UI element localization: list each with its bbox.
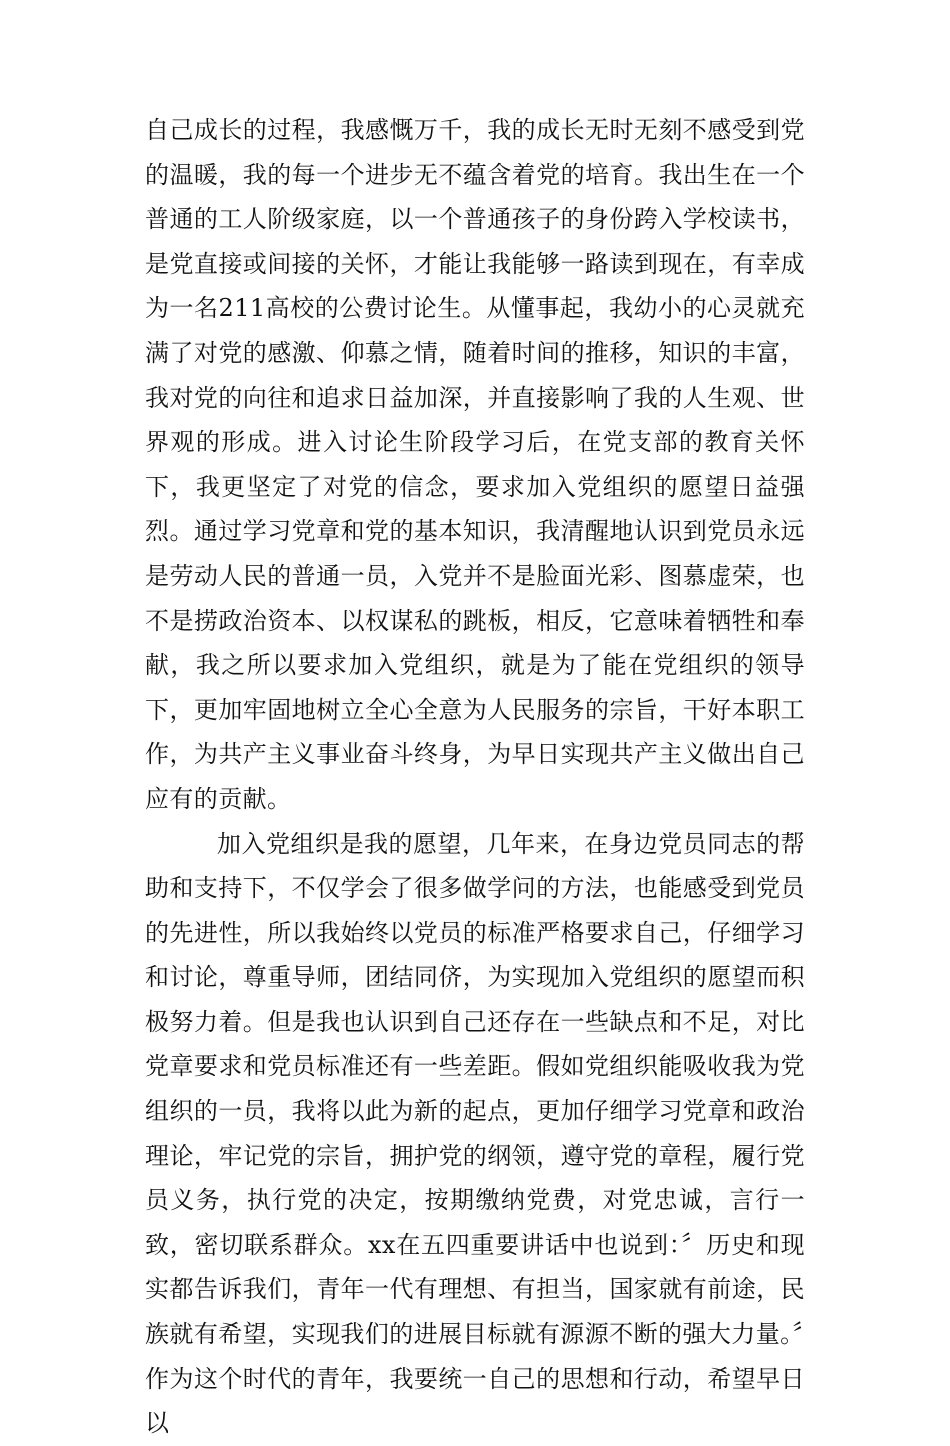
body-text (145, 108, 805, 1446)
paragraph-2: 加入党组织是我的愿望，几年来，在身边党员同志的帮助和支持下，不仅学会了很多做学问的方法，也能感受到党员的先进性，所以我始终以党员的标准严格要求自己，仔细学习和讨论，尊重导师，团结同侪，为实现加入党组织的愿望而积极努力着。但是我也认识到自己还存在一些缺点和不足，对比党章要求和党员标准还有一些差距。假如党组织能吸收我为党组织的一员，我将以此为新的起点，更加仔细学习党章和政治理论，牢记党的宗旨，拥护党的纲领，遵守党的章程，履行党员义务，执行党的决定，按期缴纳党费，对党忠诚，言行一致，密切联系群众。xx在五四重要讲话中也说到：〞历史和现实都告诉我们，青年一代有理想、有担当，国家就有前途，民族就有希望，实现我们的进展目标就有源源不断的强大力量。〞作为这个时代的青年，我要统一自己的思想和行动，希望早日以 (145, 829, 805, 1438)
paragraph-1: 自己成长的过程，我感慨万千，我的成长无时无刻不感受到党的温暖，我的每一个进步无不蕴含着党的培育。我出生在一个普通的工人阶级家庭，以一个普通孩子的身份跨入学校读书，是党直接或间接的关怀，才能让我能够一路读到现在，有幸成为一名211高校的公费讨论生。从懂事起，我幼小的心灵就充满了对党的感激、仰慕之情，随着时间的推移，知识的丰富，我对党的向往和追求日益加深，并直接影响了我的人生观、世界观的形成。进入讨论生阶段学习后，在党支部的教育关怀下，我更坚定了对党的信念，要求加入党组织的愿望日益强烈。通过学习党章和党的基本知识，我清醒地认识到党员永远是劳动人民的普通一员，入党并不是脸面光彩、图慕虚荣，也不是捞政治资本、以权谋私的跳板，相反，它意味着牺牲和奉献，我之所以要求加入党组织，就是为了能在党组织的领导下，更加牢固地树立全心全意为人民服务的宗旨，干好本职工作，为共产主义事业奋斗终身，为早日实现共产主义做出自己应有的贡献。 (145, 116, 805, 813)
